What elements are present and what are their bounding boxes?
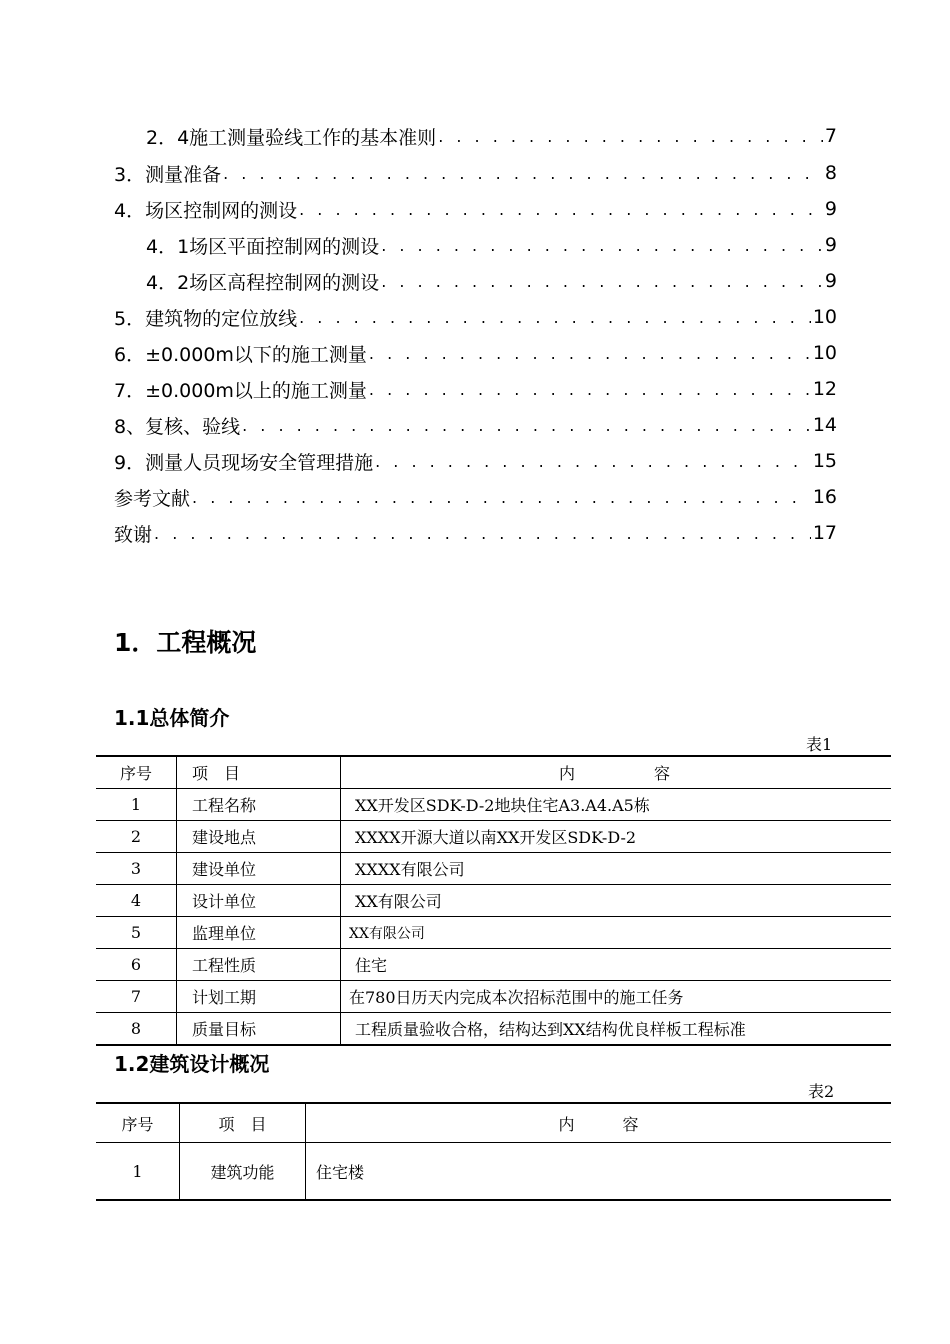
cell-content: 住宅 (341, 949, 892, 981)
cell-no: 5 (96, 917, 177, 949)
cell-item: 计划工期 (177, 981, 341, 1013)
cell-no: 4 (96, 885, 177, 917)
toc-leader-dots (375, 452, 811, 476)
toc-entry[interactable] (114, 374, 837, 404)
section-heading: 1．工程概况 (114, 628, 257, 657)
toc-entry[interactable] (114, 410, 837, 440)
toc-leader-dots (154, 524, 811, 548)
toc-entry-title: 参考文献 (114, 487, 191, 510)
cell-item: 质量目标 (177, 1013, 341, 1046)
header-content: 内 容 (306, 1103, 892, 1143)
toc-entry-title: 2．4施工测量验线工作的基本准则 (146, 126, 437, 149)
cell-no: 6 (96, 949, 177, 981)
toc-leader-dots (381, 272, 823, 296)
toc-leader-dots (242, 416, 811, 440)
toc-leader-dots (192, 488, 811, 512)
cell-item: 工程名称 (177, 789, 341, 821)
table-row (96, 1143, 891, 1201)
architectural-design-table (96, 1102, 891, 1201)
toc-entry[interactable] (114, 158, 837, 188)
toc-entry-page: 9 (824, 234, 837, 256)
cell-item: 建设地点 (177, 821, 341, 853)
header-content: 内 容 (341, 756, 892, 789)
toc-entry-title: 5．建筑物的定位放线 (114, 307, 298, 330)
cell-no: 7 (96, 981, 177, 1013)
table-row (96, 853, 891, 885)
toc-entry-page: 15 (812, 450, 837, 472)
toc-leader-dots (369, 380, 811, 404)
cell-no: 2 (96, 821, 177, 853)
toc-entry-title: 4．1场区平面控制网的测设 (146, 235, 380, 258)
toc-entry[interactable] (114, 446, 837, 476)
toc-entry-title: 4．2场区高程控制网的测设 (146, 271, 380, 294)
cell-no: 3 (96, 853, 177, 885)
toc-entry-page: 10 (812, 342, 837, 364)
header-item: 项 目 (177, 756, 341, 789)
table-row (96, 949, 891, 981)
cell-content: 住宅楼 (306, 1143, 892, 1201)
project-overview-table (96, 755, 891, 1046)
toc-entry[interactable] (114, 338, 837, 368)
toc-leader-dots (299, 200, 823, 224)
cell-item: 监理单位 (177, 917, 341, 949)
table-header-row (96, 756, 891, 789)
toc-entry[interactable] (114, 194, 837, 224)
table-row (96, 917, 891, 949)
toc-entry-title: 8、复核、验线 (114, 415, 241, 438)
toc-entry[interactable] (146, 121, 837, 151)
toc-entry-page: 16 (812, 486, 837, 508)
cell-no: 8 (96, 1013, 177, 1046)
toc-entry-page: 9 (824, 270, 837, 292)
toc-entry-title: 致谢 (114, 523, 153, 546)
cell-content: XX开发区SDK-D-2地块住宅A3.A4.A5栋 (341, 789, 892, 821)
toc-entry-title: 7．±0.000m以上的施工测量 (114, 379, 367, 402)
subsection-heading: 1.2建筑设计概况 (114, 1052, 270, 1076)
table-label: 表2 (808, 1082, 835, 1101)
table-label: 表1 (806, 735, 833, 754)
cell-content: 工程质量验收合格，结构达到XX结构优良样板工程标准 (341, 1013, 892, 1046)
cell-item: 工程性质 (177, 949, 341, 981)
cell-item: 建筑功能 (180, 1143, 306, 1201)
table-row (96, 1013, 891, 1046)
table-header-row (96, 1103, 891, 1143)
table-row (96, 981, 891, 1013)
toc-entry[interactable] (146, 230, 837, 260)
cell-content: XXXX开源大道以南XX开发区SDK-D-2 (341, 821, 892, 853)
toc-entry-page: 8 (824, 162, 837, 184)
toc-entry-page: 12 (812, 378, 837, 400)
toc-entry[interactable] (146, 266, 837, 296)
cell-item: 建设单位 (177, 853, 341, 885)
toc-entry[interactable] (114, 302, 837, 332)
toc-leader-dots (381, 236, 823, 260)
subsection-heading: 1.1总体简介 (114, 706, 230, 730)
toc-entry-page: 10 (812, 306, 837, 328)
toc-entry[interactable] (114, 518, 837, 548)
toc-entry-page: 14 (812, 414, 837, 436)
cell-content: XXXX有限公司 (341, 853, 892, 885)
toc-entry-title: 6．±0.000m以下的施工测量 (114, 343, 367, 366)
toc-leader-dots (369, 344, 811, 368)
cell-content: XX有限公司 (341, 885, 892, 917)
header-no: 序号 (96, 756, 177, 789)
toc-entry[interactable] (114, 482, 837, 512)
header-item: 项 目 (180, 1103, 306, 1143)
header-no: 序号 (96, 1103, 180, 1143)
toc-leader-dots (438, 127, 823, 151)
cell-item: 设计单位 (177, 885, 341, 917)
toc-entry-title: 9．测量人员现场安全管理措施 (114, 451, 374, 474)
toc-leader-dots (299, 308, 811, 332)
cell-content: XX有限公司 (341, 917, 892, 949)
toc-entry-title: 4．场区控制网的测设 (114, 199, 298, 222)
table-row (96, 821, 891, 853)
cell-no: 1 (96, 789, 177, 821)
table-row (96, 789, 891, 821)
table-row (96, 885, 891, 917)
cell-content: 在780日历天内完成本次招标范围中的施工任务 (341, 981, 892, 1013)
toc-entry-page: 17 (812, 522, 837, 544)
toc-entry-title: 3．测量准备 (114, 163, 222, 186)
toc-leader-dots (223, 164, 823, 188)
toc-entry-page: 9 (824, 198, 837, 220)
cell-no: 1 (96, 1143, 180, 1201)
toc-entry-page: 7 (824, 125, 837, 147)
